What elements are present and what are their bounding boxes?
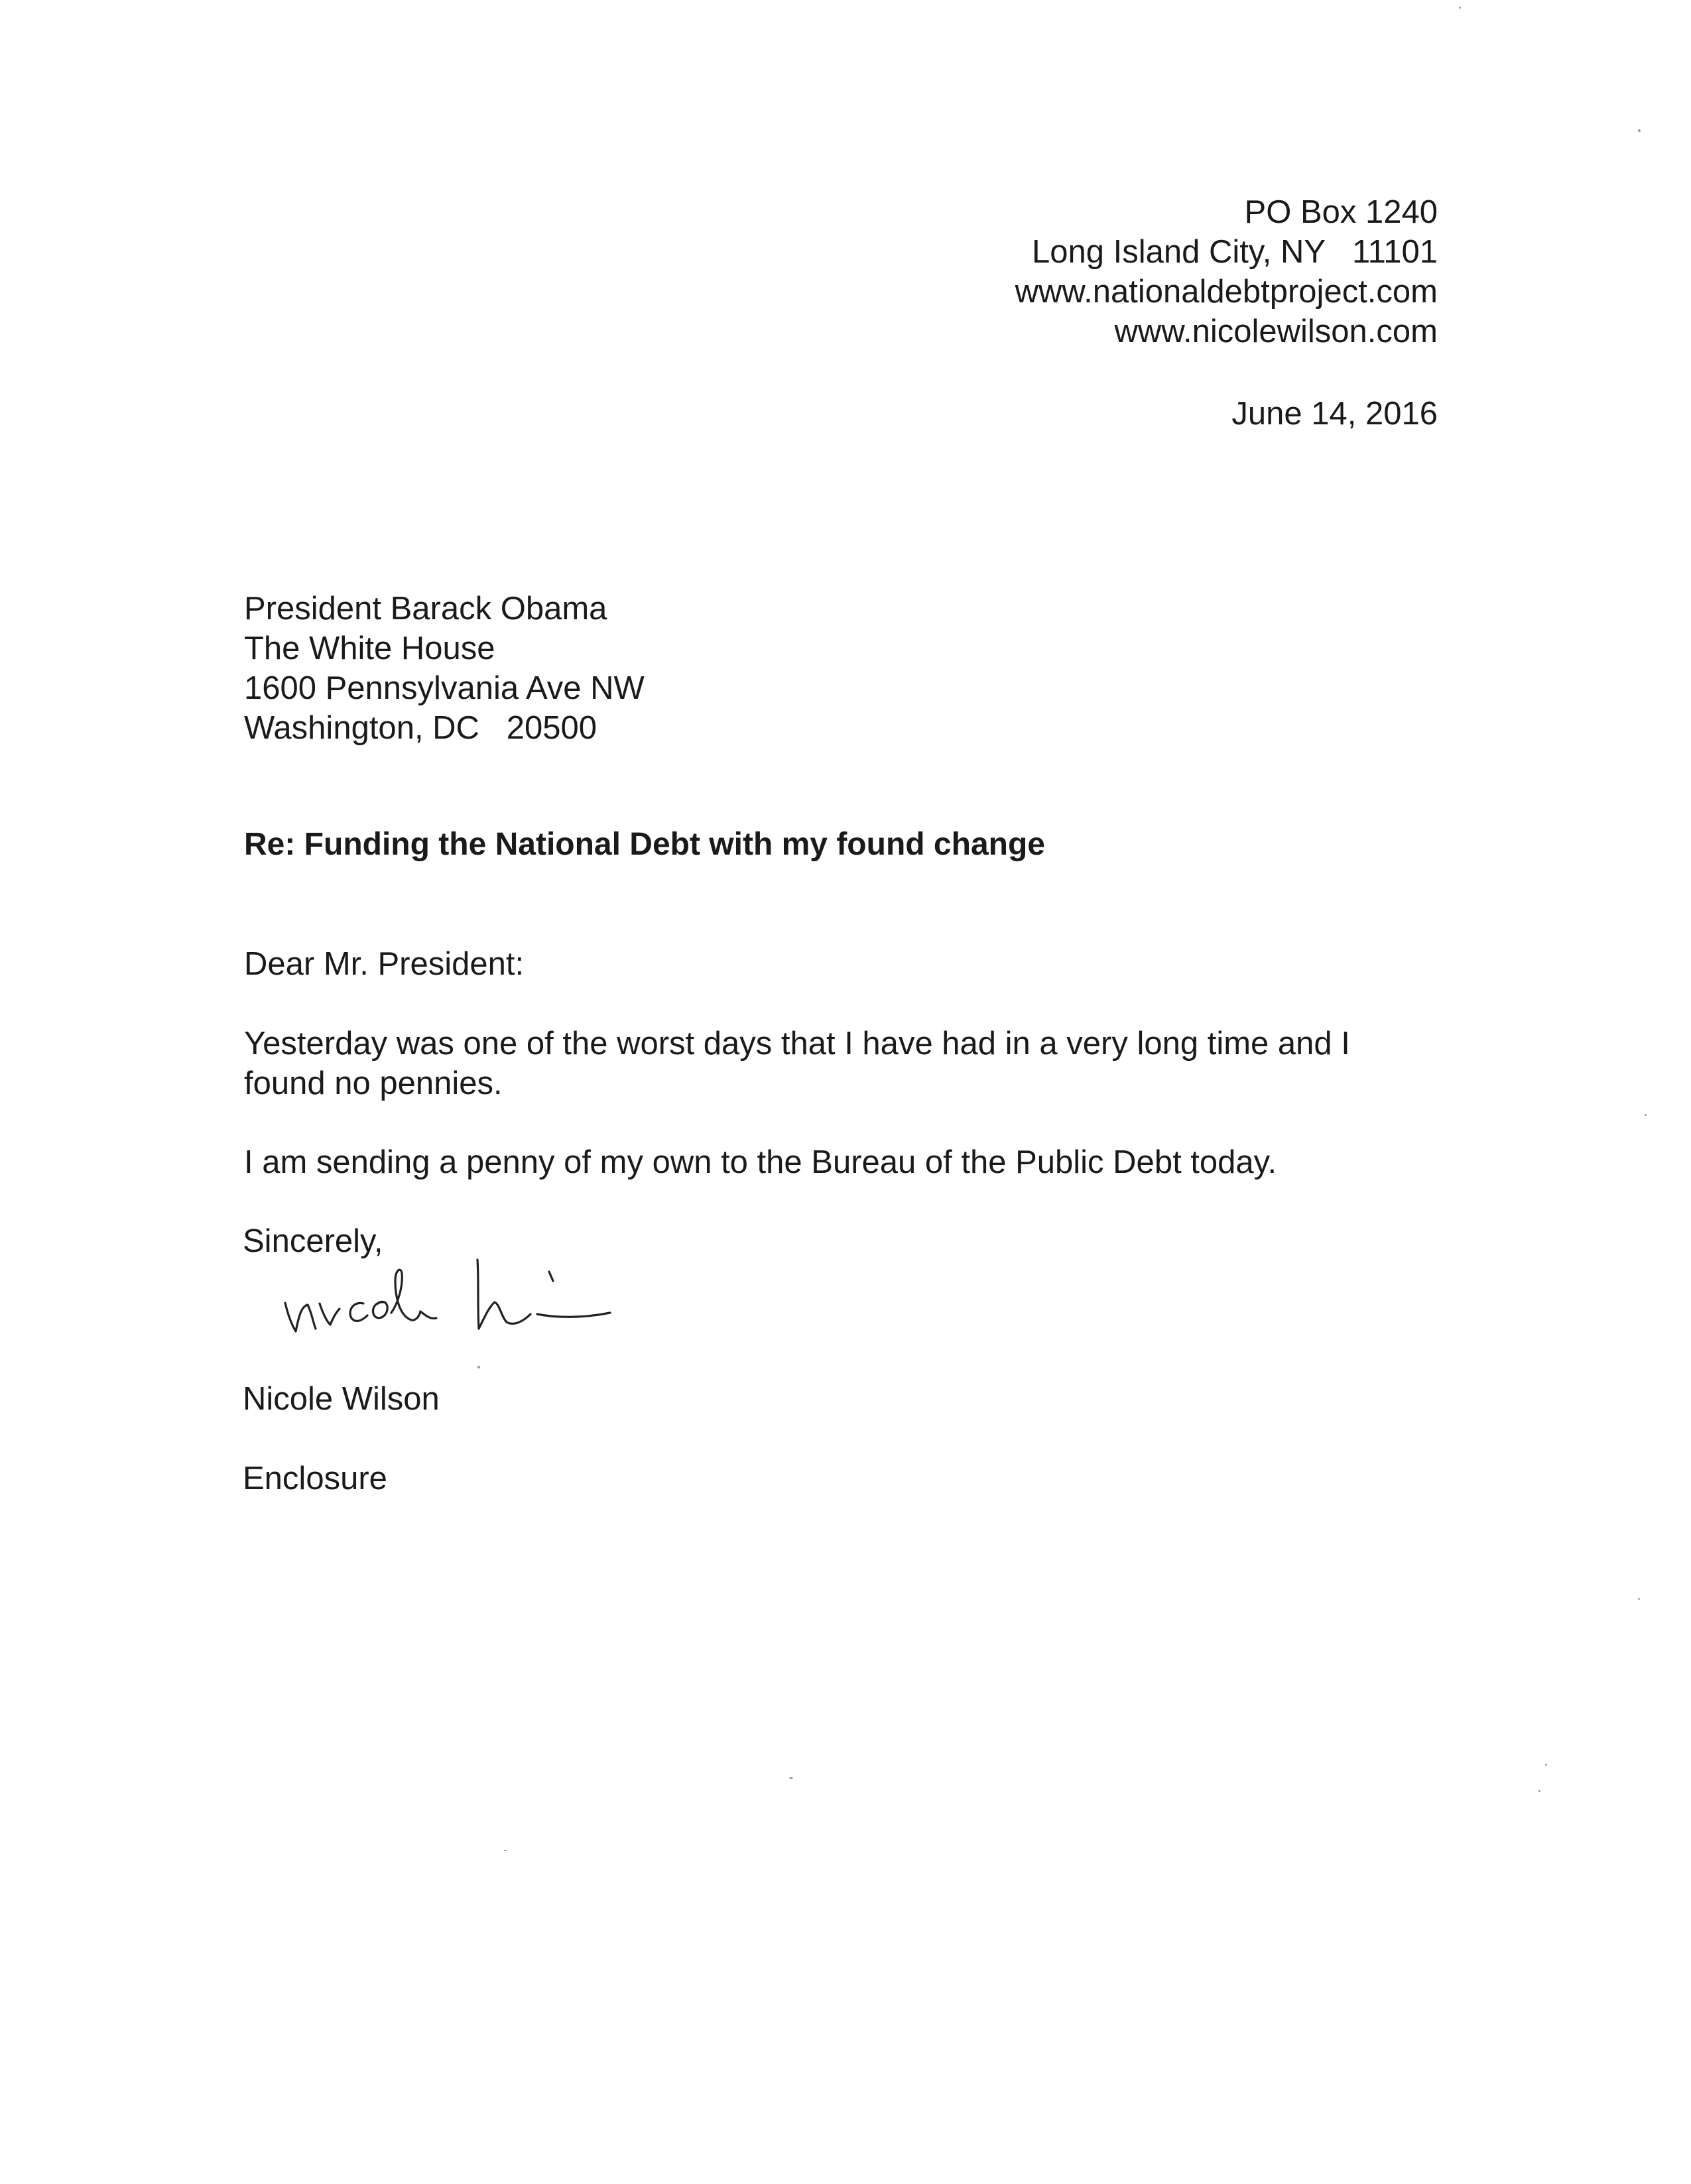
recipient-name: President Barack Obama (244, 591, 607, 627)
body-paragraph-1: Yesterday was one of the worst days that I have had in a very long time and I found no pennies. (244, 1026, 1350, 1101)
sender-city-line: Long Island City, NY 11101 (1032, 234, 1438, 270)
recipient-org: The White House (244, 631, 495, 666)
scan-speck (1545, 1764, 1547, 1766)
letter-date: June 14, 2016 (1231, 396, 1438, 432)
scan-speck (1459, 7, 1461, 9)
scan-speck (504, 1850, 507, 1851)
body-paragraph-2: I am sending a penny of my own to the Bureau of the Public Debt today. (244, 1144, 1277, 1180)
subject-line: Re: Funding the National Debt with my found change (244, 827, 1045, 862)
enclosure-note: Enclosure (243, 1461, 387, 1496)
salutation: Dear Mr. President: (244, 946, 525, 982)
sender-website-personal: www.nicolewilson.com (1114, 314, 1438, 349)
closing: Sincerely, (243, 1223, 383, 1259)
scan-speck (1638, 129, 1641, 132)
scan-speck (1538, 1790, 1540, 1792)
sender-address-block (1015, 192, 1438, 351)
recipient-street: 1600 Pennsylvania Ave NW (244, 670, 645, 706)
recipient-city: Washington, DC 20500 (244, 710, 597, 746)
handwritten-signature-icon (279, 1240, 623, 1353)
recipient-address-block (244, 589, 645, 748)
scan-speck (477, 1366, 480, 1368)
sender-po-box: PO Box 1240 (1244, 194, 1438, 230)
scan-speck (1645, 1114, 1647, 1116)
sender-website-national-debt: www.nationaldebtproject.com (1015, 274, 1438, 310)
signer-name: Nicole Wilson (243, 1381, 440, 1417)
scan-speck (1638, 1598, 1640, 1600)
scan-speck (789, 1777, 793, 1779)
